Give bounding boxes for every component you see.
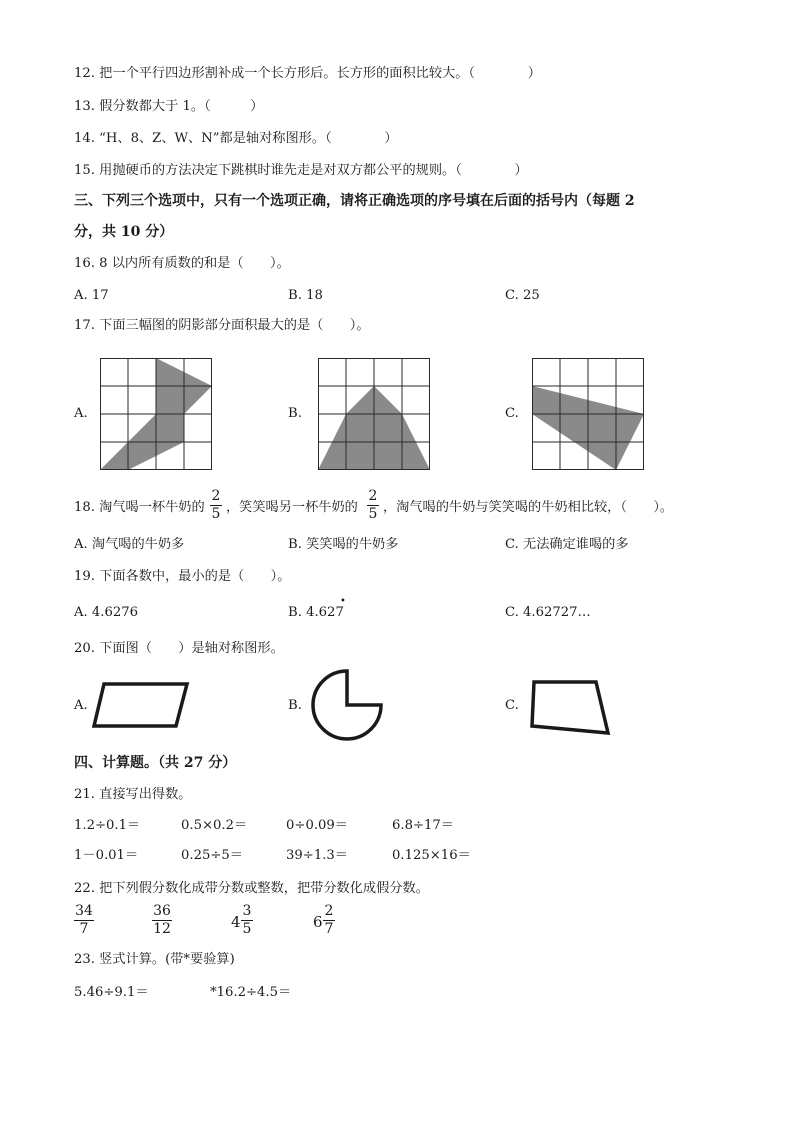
fraction-item xyxy=(323,904,335,937)
section-4-heading: 四、计算题。（共 27 分） xyxy=(74,755,237,771)
fraction-denominator: 7 xyxy=(324,921,334,937)
question-18-suffix: ，淘气喝的牛奶与笑笑喝的牛奶相比较，（ ）。 xyxy=(383,500,674,515)
question-18-prefix: 18. 淘气喝一杯牛奶的 xyxy=(74,500,205,515)
fraction-1 xyxy=(210,489,222,522)
question-20-stem: 20. 下面图（ ）是轴对称图形。 xyxy=(74,641,284,656)
question-13: 13. 假分数都大于 1。（ ） xyxy=(74,99,264,114)
grid-figure-c xyxy=(532,358,644,470)
fraction-numerator: 2 xyxy=(324,903,334,919)
fraction-2 xyxy=(367,489,379,522)
question-18-option-c: C. 无法确定谁喝的多 xyxy=(505,537,629,552)
question-16-stem: 16. 8 以内所有质数的和是（ ）。 xyxy=(74,256,290,271)
fraction-denominator: 12 xyxy=(153,921,171,937)
question-14: 14. “H、8、Z、W、N”都是轴对称图形。（ ） xyxy=(74,131,398,146)
fraction-item xyxy=(241,904,253,937)
trapezoid-shape xyxy=(528,676,614,738)
question-20-option-b: B. xyxy=(288,698,302,713)
question-20-option-a: A. xyxy=(74,698,88,713)
question-20-option-c: C. xyxy=(505,698,519,713)
calc-item: 0.5×0.2＝ xyxy=(181,818,248,833)
three-quarter-circle-shape xyxy=(310,668,390,744)
fraction-item xyxy=(152,904,172,937)
question-19-option-c: C. 4.62727… xyxy=(505,605,591,620)
question-19-option-b: B. 4.627 xyxy=(288,605,344,620)
section-3-heading-line1: 三、下列三个选项中，只有一个选项正确，请将正确选项的序号填在后面的括号内（每题 2 xyxy=(74,193,635,209)
calc-item: 1－0.01＝ xyxy=(74,848,139,863)
fraction-1-numerator: 2 xyxy=(211,488,221,504)
grid-figure-b xyxy=(318,358,430,470)
question-18-option-b: B. 笑笑喝的牛奶多 xyxy=(288,537,399,552)
question-22-stem: 22. 把下列假分数化成带分数或整数，把带分数化成假分数。 xyxy=(74,881,429,896)
question-17-option-c: C. xyxy=(505,406,519,421)
calc-item: 0.25÷5＝ xyxy=(181,848,243,863)
repeating-dot: • xyxy=(340,596,346,607)
calc-item: 0÷0.09＝ xyxy=(286,818,348,833)
section-3-heading-line2: 分，共 10 分） xyxy=(74,224,174,240)
mixed-whole: 4 xyxy=(231,913,241,931)
fraction-2-numerator: 2 xyxy=(368,488,378,504)
fraction-numerator: 3 xyxy=(242,903,252,919)
question-17-option-b: B. xyxy=(288,406,302,421)
fraction-item xyxy=(74,904,94,937)
question-12: 12. 把一个平行四边形割补成一个长方形后。长方形的面积比较大。（ ） xyxy=(74,66,541,81)
question-16-option-b: B. 18 xyxy=(288,288,323,303)
fraction-denominator: 5 xyxy=(242,921,252,937)
question-17-option-a: A. xyxy=(74,406,88,421)
fraction-1-denominator: 5 xyxy=(211,506,221,522)
question-19-stem: 19. 下面各数中，最小的是（ ）。 xyxy=(74,569,291,584)
calc-item: 39÷1.3＝ xyxy=(286,848,348,863)
calc-item: 0.125×16＝ xyxy=(392,848,471,863)
calc-item: 5.46÷9.1＝ xyxy=(74,985,149,1000)
calc-item: *16.2÷4.5＝ xyxy=(210,985,292,1000)
question-23-stem: 23. 竖式计算。(带*要验算) xyxy=(74,952,235,967)
mixed-whole: 6 xyxy=(313,913,323,931)
question-18-option-a: A. 淘气喝的牛奶多 xyxy=(74,537,185,552)
question-17-stem: 17. 下面三幅图的阴影部分面积最大的是（ ）。 xyxy=(74,318,370,333)
question-15: 15. 用抛硬币的方法决定下跳棋时谁先走是对双方都公平的规则。（ ） xyxy=(74,163,528,178)
fraction-2-denominator: 5 xyxy=(368,506,378,522)
fraction-numerator: 34 xyxy=(75,903,93,919)
question-16-option-c: C. 25 xyxy=(505,288,540,303)
calc-item: 6.8÷17＝ xyxy=(392,818,454,833)
question-19-option-a: A. 4.6276 xyxy=(74,605,139,620)
calc-item: 1.2÷0.1＝ xyxy=(74,818,141,833)
fraction-numerator: 36 xyxy=(153,903,171,919)
question-16-option-a: A. 17 xyxy=(74,288,109,303)
parallelogram-shape xyxy=(92,680,192,730)
question-18-middle: ，笑笑喝另一杯牛奶的 xyxy=(226,500,358,515)
question-21-stem: 21. 直接写出得数。 xyxy=(74,787,192,802)
fraction-denominator: 7 xyxy=(79,921,89,937)
grid-figure-a xyxy=(100,358,212,470)
